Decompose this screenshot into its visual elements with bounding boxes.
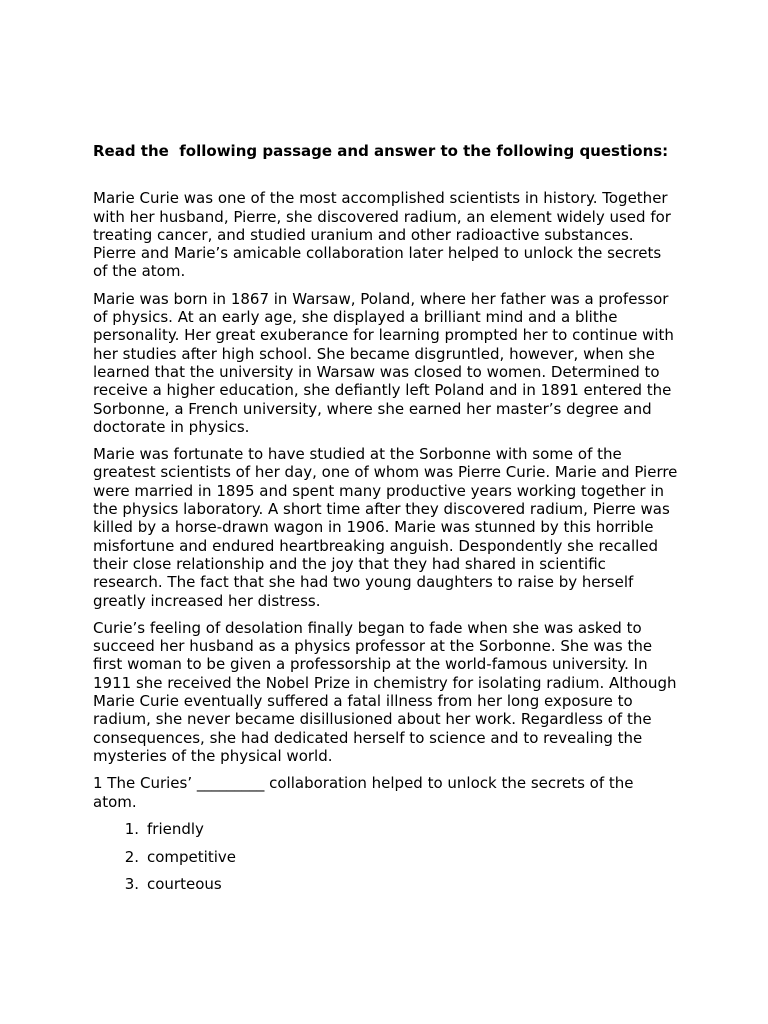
passage-paragraph-3: Marie was fortunate to have studied at the Sorbonne with some of the greatest scientists of her day, one of whom was Pierre Curie. Marie and Pierre were married in 1895 and spent many productive years working together in the physics laboratory. A short time after they discovered radium, Pierre was killed by a horse-drawn wagon in 1906. Marie was stunned by this horrible misfortune and endured heartbreaking anguish. Despondently she recalled their close relationship and the joy that they had shared in scientific research. The fact that she had two young daughters to raise by herself greatly increased her distress. [93,445,678,610]
option-number: 3. [124,875,139,894]
answer-options-list [93,820,678,894]
option-number: 1. [124,819,139,838]
answer-option-1 [93,820,678,838]
option-number: 2. [124,847,139,866]
document-page [93,142,678,903]
passage-paragraph-4: Curie’s feeling of desolation finally began to fade when she was asked to succeed her husband as a physics professor at the Sorbonne. She was the first woman to be given a professorship at the world-famous university. In 1911 she received the Nobel Prize in chemistry for isolating radium. Although Marie Curie eventually suffered a fatal illness from her long exposure to radium, she never became disillusioned about her work. Regardless of the consequences, she had dedicated herself to science and to revealing the mysteries of the physical world. [93,618,677,765]
answer-option-2 [93,848,678,866]
answer-option-3 [93,875,678,893]
option-label: courteous [147,875,222,894]
passage-paragraph-1: Marie Curie was one of the most accomplished scientists in history. Together with her husband, Pierre, she discovered radium, an element widely used for treating cancer, and studied uranium and other radioactive substances. Pierre and Marie’s amicable collaboration later helped to unlock the secrets of the atom. [93,189,671,281]
option-label: competitive [147,847,236,866]
passage-paragraph-2: Marie was born in 1867 in Warsaw, Poland, where her father was a professor of physics. At an early age, she displayed a brilliant mind and a blithe personality. Her great exuberance for learning prompted her to continue with her studies after high school. She became disgruntled, however, when she learned that the university in Warsaw was closed to women. Determined to receive a higher education, she defiantly left Poland and in 1891 entered the Sorbonne, a French university, where she earned her master’s degree and doctorate in physics. [93,289,674,436]
instructions-heading: Read the following passage and answer to the following questions: [93,142,669,160]
option-label: friendly [147,819,204,838]
question-1-text: 1 The Curies’ _________ collaboration helped to unlock the secrets of the atom. [93,774,634,811]
